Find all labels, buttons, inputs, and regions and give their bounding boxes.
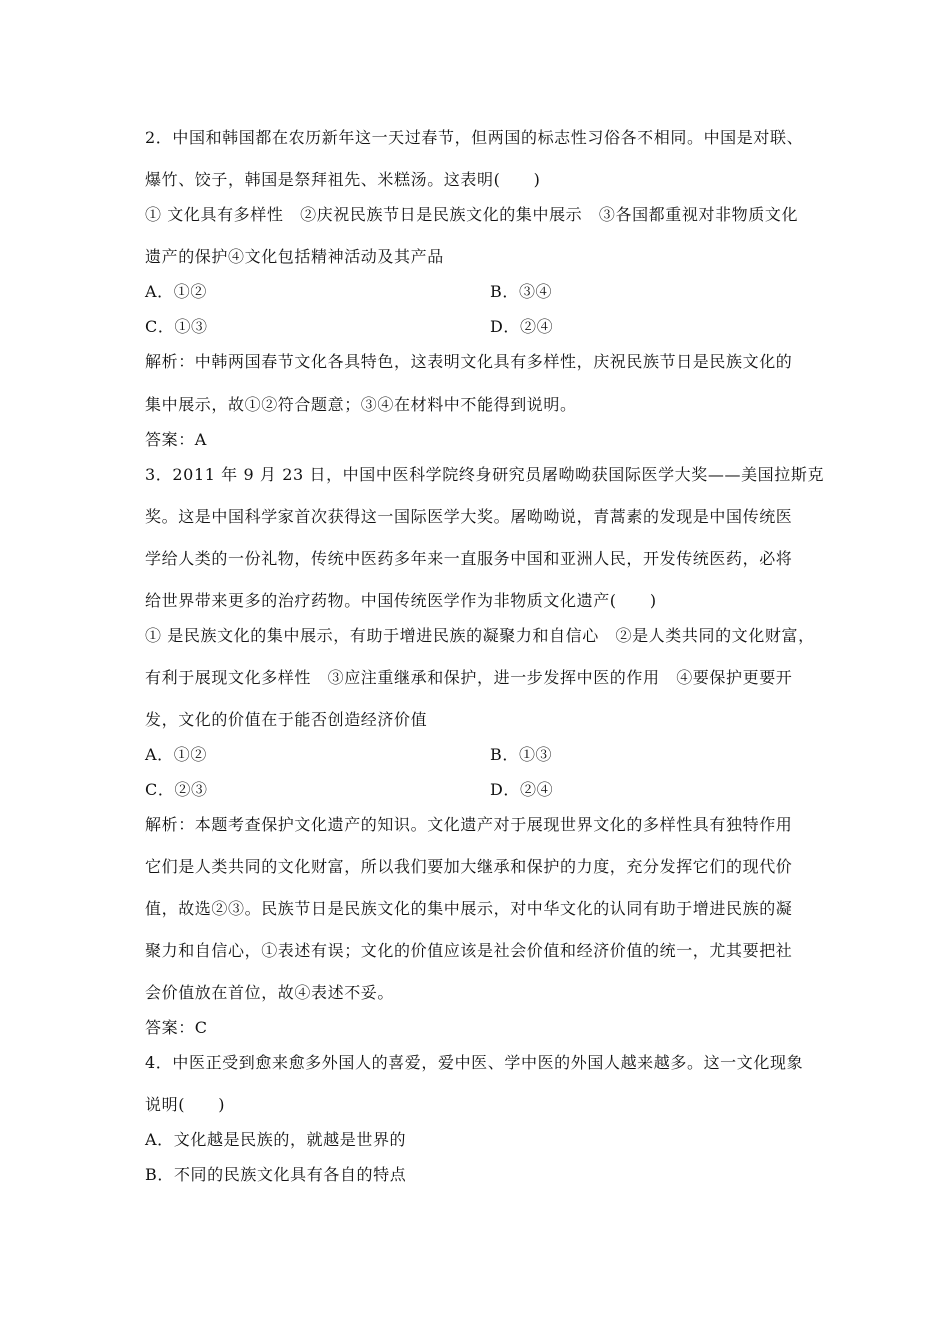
q3-option-c: C．②③: [145, 780, 208, 799]
q2-stem-line-2: 爆竹、饺子，韩国是祭拜祖先、米糕汤。这表明( ): [145, 170, 541, 189]
q3-items-line-2: 有利于展现文化多样性 ③应注重继承和保护，进一步发挥中医的作用 ④要保护更要开: [145, 668, 793, 687]
q3-stem-line-4: 给世界带来更多的治疗药物。中国传统医学作为非物质文化遗产( ): [145, 591, 657, 610]
q3-option-b: B．①③: [490, 745, 553, 764]
q2-analysis-line-1: 解析：中韩两国春节文化各具特色，这表明文化具有多样性，庆祝民族节日是民族文化的: [145, 352, 793, 371]
q3-options-row-2: [145, 780, 554, 800]
q2-option-c: C．①③: [145, 317, 208, 336]
q3-analysis-line-5: 会价值放在首位，故④表述不妥。: [145, 983, 395, 1002]
q2-analysis-line-2: 集中展示，故①②符合题意；③④在材料中不能得到说明。: [145, 395, 577, 414]
q3-analysis-line-1: 解析：本题考查保护文化遗产的知识。文化遗产对于展现世界文化的多样性具有独特作用: [145, 815, 793, 834]
q3-stem-line-3: 学给人类的一份礼物，传统中医药多年来一直服务中国和亚洲人民，开发传统医药，必将: [145, 549, 793, 568]
q3-analysis-line-2: 它们是人类共同的文化财富，所以我们要加大继承和保护的力度，充分发挥它们的现代价: [145, 857, 793, 876]
q2-options-row-2: [145, 317, 554, 337]
q3-items-line-1: ① 是民族文化的集中展示，有助于增进民族的凝聚力和自信心 ②是人类共同的文化财富，: [145, 626, 815, 645]
q3-items-line-3: 发，文化的价值在于能否创造经济价值: [145, 710, 428, 729]
q4-option-b: B．不同的民族文化具有各自的特点: [145, 1165, 407, 1184]
q4-option-a: A．文化越是民族的，就越是世界的: [145, 1130, 407, 1149]
q4-stem-line-1: 4．中医正受到愈来愈多外国人的喜爱，爱中医、学中医的外国人越来越多。这一文化现象: [145, 1053, 804, 1072]
q3-stem-line-2: 奖。这是中国科学家首次获得这一国际医学大奖。屠呦呦说，青蒿素的发现是中国传统医: [145, 507, 793, 526]
q4-stem-line-2: 说明( ): [145, 1095, 226, 1114]
q2-option-d: D．②④: [490, 317, 554, 336]
q2-options-row-1: [145, 282, 553, 302]
q3-analysis-line-4: 聚力和自信心，①表述有误；文化的价值应该是社会价值和经济价值的统一，尤其要把社: [145, 941, 793, 960]
q3-options-row-1: [145, 745, 553, 765]
q2-option-a: A．①②: [145, 282, 207, 301]
q3-option-d: D．②④: [490, 780, 554, 799]
q3-option-a: A．①②: [145, 745, 207, 764]
q2-answer: 答案：A: [145, 430, 207, 449]
q3-analysis-line-3: 值，故选②③。民族节日是民族文化的集中展示，对中华文化的认同有助于增进民族的凝: [145, 899, 793, 918]
q3-answer: 答案：C: [145, 1018, 208, 1037]
q2-items-line-2: 遗产的保护④文化包括精神活动及其产品: [145, 247, 444, 266]
q3-stem-line-1: 3．2011 年 9 月 23 日，中国中医科学院终身研究员屠呦呦获国际医学大奖——美国拉斯克: [145, 465, 825, 484]
q2-option-b: B．③④: [490, 282, 553, 301]
q2-stem-line-1: 2．中国和韩国都在农历新年这一天过春节，但两国的标志性习俗各不相同。中国是对联、: [145, 128, 804, 147]
q2-items-line-1: ① 文化具有多样性 ②庆祝民族节日是民族文化的集中展示 ③各国都重视对非物质文化: [145, 205, 799, 224]
